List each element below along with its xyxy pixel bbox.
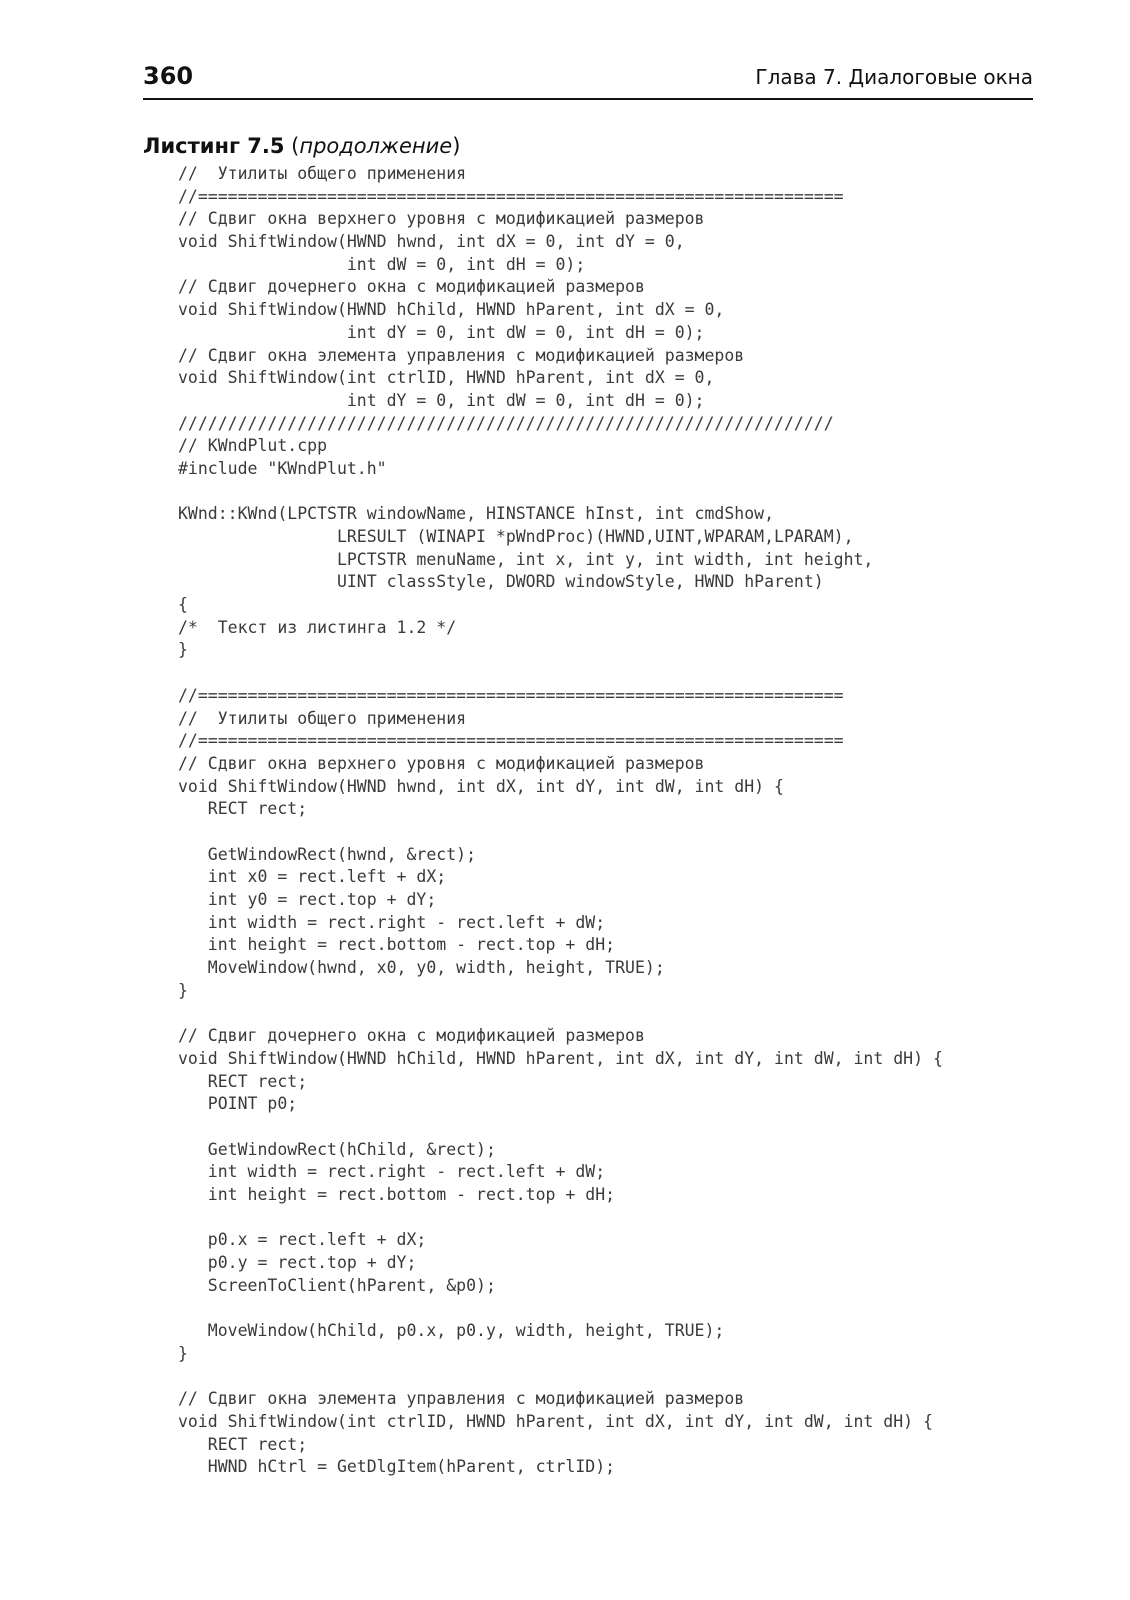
code-line: int dY = 0, int dW = 0, int dH = 0);: [178, 390, 705, 410]
listing-paren-close: ): [452, 134, 461, 158]
code-line: // Сдвиг окна верхнего уровня с модификацией размеров: [178, 209, 705, 229]
code-line: }: [178, 1343, 188, 1363]
code-line: [178, 481, 943, 504]
code-line: int height = rect.bottom - rect.top + dH;: [178, 1184, 616, 1204]
code-line: // Утилиты общего применения: [178, 164, 467, 183]
code-line: int width = rect.right - rect.left + dW;: [178, 1162, 606, 1182]
code-line: // KWndPlut.cpp: [178, 436, 328, 456]
code-line: //=================================================================: [178, 731, 844, 751]
code-line: UINT classStyle, DWORD windowStyle, HWND hParent): [178, 572, 824, 592]
code-line: [178, 1297, 943, 1320]
code-line: int dW = 0, int dH = 0);: [178, 254, 586, 274]
chapter-title: Глава 7. Диалоговые окна: [755, 65, 1033, 89]
code-line: {: [178, 595, 188, 615]
code-line: //=================================================================: [178, 685, 844, 705]
code-line: RECT rect;: [178, 1434, 308, 1454]
code-line: RECT rect;: [178, 1071, 308, 1091]
code-line: void ShiftWindow(HWND hChild, HWND hParent, int dX, int dY, int dW, int dH) {: [178, 1048, 943, 1068]
code-line: int height = rect.bottom - rect.top + dH;: [178, 935, 616, 955]
code-line: [178, 1365, 943, 1388]
code-line: ScreenToClient(hParent, &p0);: [178, 1275, 496, 1295]
code-line: int y0 = rect.top + dY;: [178, 890, 437, 909]
code-line: int width = rect.right - rect.left + dW;: [178, 912, 606, 932]
code-line: [178, 1207, 943, 1230]
code-line: MoveWindow(hwnd, x0, y0, width, height, TRUE);: [178, 958, 665, 978]
code-line: // Сдвиг окна элемента управления с модификацией размеров: [178, 1389, 745, 1409]
code-line: LPCTSTR menuName, int x, int y, int width, int height,: [178, 549, 874, 569]
code-line: #include "KWndPlut.h": [178, 458, 387, 478]
listing-paren-open: (: [284, 134, 300, 158]
code-line: GetWindowRect(hwnd, &rect);: [178, 844, 477, 864]
code-line: int x0 = rect.left + dX;: [178, 867, 447, 887]
code-line: void ShiftWindow(HWND hwnd, int dX, int dY, int dW, int dH) {: [178, 776, 784, 796]
code-line: // Сдвиг дочернего окна с модификацией размеров: [178, 277, 645, 297]
code-line: [178, 821, 943, 844]
listing-title: [143, 134, 460, 158]
code-line: //=================================================================: [178, 186, 844, 206]
code-listing: [178, 163, 943, 1479]
page-header: [143, 58, 1033, 100]
code-line: [178, 662, 943, 685]
code-line: // Утилиты общего применения: [178, 708, 467, 728]
code-line: void ShiftWindow(HWND hwnd, int dX = 0, int dY = 0,: [178, 232, 685, 252]
code-line: // Сдвиг окна элемента управления с модификацией размеров: [178, 345, 745, 365]
code-line: GetWindowRect(hChild, &rect);: [178, 1139, 496, 1159]
code-line: POINT p0;: [178, 1094, 298, 1114]
listing-label: Листинг 7.5: [143, 134, 285, 158]
code-line: RECT rect;: [178, 799, 308, 819]
code-line: }: [178, 640, 188, 660]
code-line: LRESULT (WINAPI *pWndProc)(HWND,UINT,WPARAM,LPARAM),: [178, 527, 854, 546]
code-line: void ShiftWindow(int ctrlID, HWND hParent, int dX = 0,: [178, 368, 715, 388]
code-line: //////////////////////////////////////////////////////////////////: [178, 413, 834, 433]
code-line: [178, 1002, 943, 1025]
code-line: KWnd::KWnd(LPCTSTR windowName, HINSTANCE hInst, int cmdShow,: [178, 504, 775, 524]
code-line: void ShiftWindow(HWND hChild, HWND hParent, int dX = 0,: [178, 300, 725, 320]
code-line: MoveWindow(hChild, p0.x, p0.y, width, height, TRUE);: [178, 1321, 725, 1341]
code-line: /* Текст из листинга 1.2 */: [178, 617, 457, 637]
listing-note: продолжение: [299, 134, 453, 158]
page-number: 360: [143, 62, 194, 90]
code-line: p0.x = rect.left + dX;: [178, 1230, 427, 1250]
code-line: // Сдвиг дочернего окна с модификацией размеров: [178, 1026, 645, 1046]
code-line: // Сдвиг окна верхнего уровня с модификацией размеров: [178, 753, 705, 773]
code-line: HWND hCtrl = GetDlgItem(hParent, ctrlID);: [178, 1457, 616, 1477]
code-line: }: [178, 980, 188, 1000]
code-line: int dY = 0, int dW = 0, int dH = 0);: [178, 322, 705, 342]
code-line: [178, 1116, 943, 1139]
code-line: void ShiftWindow(int ctrlID, HWND hParent, int dX, int dY, int dW, int dH) {: [178, 1411, 933, 1431]
code-line: p0.y = rect.top + dY;: [178, 1253, 417, 1272]
